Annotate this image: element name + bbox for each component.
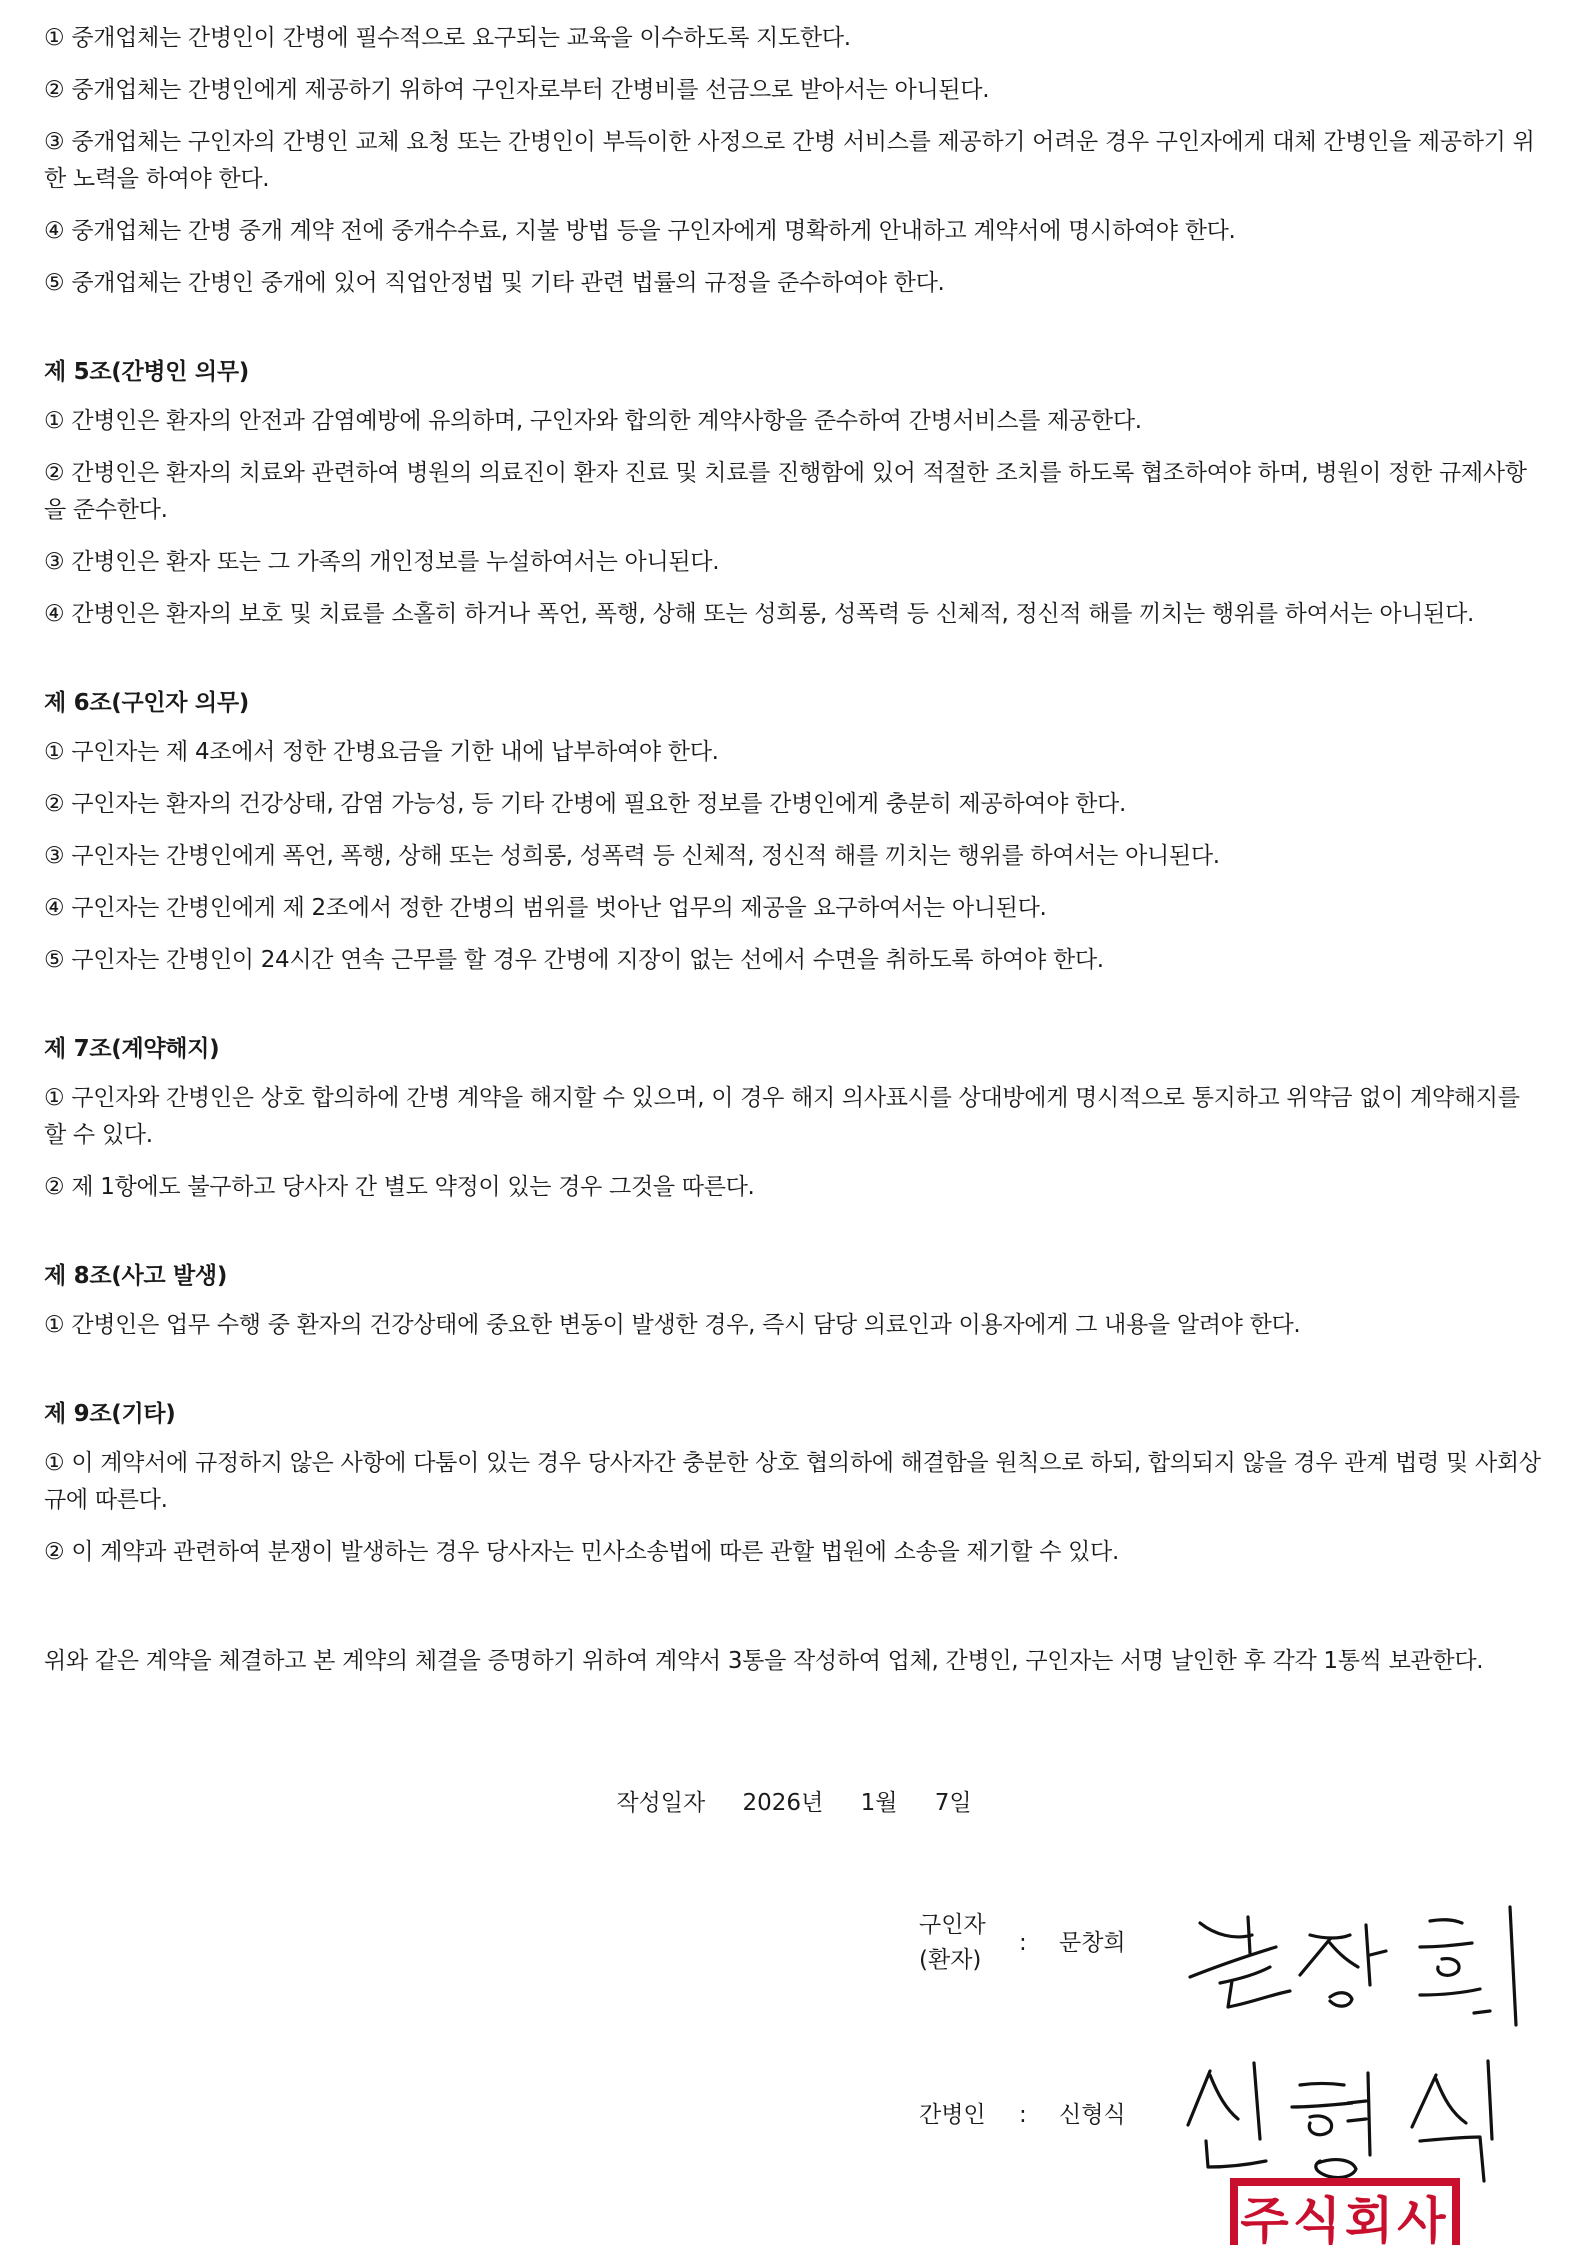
contract-document xyxy=(44,20,1544,1703)
clause-item: ① 중개업체는 간병인이 간병에 필수적으로 요구되는 교육을 이수하도록 지도한다. xyxy=(44,25,851,51)
intro-clauses xyxy=(44,20,1544,302)
caregiver-name: 신형식 xyxy=(1059,2102,1126,2128)
article-9 xyxy=(44,1396,1544,1571)
clause-item: ④ 간병인은 환자의 보호 및 치료를 소홀히 하거나 폭언, 폭행, 상해 또는 성희롱, 성폭력 등 신체적, 정신적 해를 끼치는 행위를 하여서는 아니된다. xyxy=(44,601,1475,627)
clause-item: ② 이 계약과 관련하여 분쟁이 발생하는 경우 당사자는 민사소송법에 따른 관할 법원에 소송을 제기할 수 있다. xyxy=(44,1539,1119,1565)
employer-signatory xyxy=(919,1908,1139,1980)
employer-role-line1: 구인자 xyxy=(919,1912,986,1938)
clause-item: ④ 중개업체는 간병 중개 계약 전에 중개수수료, 지불 방법 등을 구인자에게 명확하게 안내하고 계약서에 명시하여야 한다. xyxy=(44,218,1236,244)
date-month: 1월 xyxy=(860,1790,898,1816)
article-heading: 제 5조(간병인 의무) xyxy=(44,359,249,385)
article-heading: 제 9조(기타) xyxy=(44,1401,176,1427)
caregiver-colon: : xyxy=(1019,2102,1027,2128)
date-line xyxy=(0,1784,1588,1817)
clause-item: ② 구인자는 환자의 건강상태, 감염 가능성, 등 기타 간병에 필요한 정보를 간병인에게 충분히 제공하여야 한다. xyxy=(44,791,1126,817)
employer-role-line2: (환자) xyxy=(919,1947,982,1973)
clause-item: ② 제 1항에도 불구하고 당사자 간 별도 약정이 있는 경우 그것을 따른다. xyxy=(44,1174,755,1200)
caregiver-signature xyxy=(1180,2055,1550,2195)
caregiver-role: 간병인 xyxy=(919,2102,986,2128)
article-5 xyxy=(44,354,1544,633)
clause-item: ③ 구인자는 간병인에게 폭언, 폭행, 상해 또는 성희롱, 성폭력 등 신체적, 정신적 해를 끼치는 행위를 하여서는 아니된다. xyxy=(44,843,1220,869)
employer-role xyxy=(919,1908,999,1978)
closing-statement: 위와 같은 계약을 체결하고 본 계약의 체결을 증명하기 위하여 계약서 3통을 작성하여 업체, 간병인, 구인자는 서명 날인한 후 각각 1통씩 보관한다. xyxy=(44,1648,1484,1674)
clause-item: ① 간병인은 업무 수행 중 환자의 건강상태에 중요한 변동이 발생한 경우, 즉시 담당 의료인과 이용자에게 그 내용을 알려야 한다. xyxy=(44,1312,1301,1338)
caregiver-signatory xyxy=(919,2098,1139,2138)
clause-item: ① 구인자와 간병인은 상호 합의하에 간병 계약을 해지할 수 있으며, 이 경우 해지 의사표시를 상대방에게 명시적으로 통지하고 위약금 없이 계약해지를 할 수 있다. xyxy=(44,1085,1520,1148)
article-7 xyxy=(44,1031,1544,1206)
clause-item: ① 간병인은 환자의 안전과 감염예방에 유의하며, 구인자와 합의한 계약사항을 준수하여 간병서비스를 제공한다. xyxy=(44,408,1142,434)
date-year: 2026년 xyxy=(742,1790,824,1816)
article-6 xyxy=(44,685,1544,979)
company-seal-stamp xyxy=(1230,2178,1460,2245)
employer-colon: : xyxy=(1019,1930,1027,1956)
clause-item: ⑤ 구인자는 간병인이 24시간 연속 근무를 할 경우 간병에 지장이 없는 선에서 수면을 취하도록 하여야 한다. xyxy=(44,947,1104,973)
clause-item: ② 간병인은 환자의 치료와 관련하여 병원의 의료진이 환자 진료 및 치료를 진행함에 있어 적절한 조치를 하도록 협조하여야 하며, 병원이 정한 규제사항을 준수한다. xyxy=(44,460,1527,523)
date-day: 7일 xyxy=(934,1790,972,1816)
clause-item: ④ 구인자는 간병인에게 제 2조에서 정한 간병의 범위를 벗아난 업무의 제공을 요구하여서는 아니된다. xyxy=(44,895,1047,921)
clause-item: ① 구인자는 제 4조에서 정한 간병요금을 기한 내에 납부하여야 한다. xyxy=(44,739,719,765)
clause-item: ② 중개업체는 간병인에게 제공하기 위하여 구인자로부터 간병비를 선금으로 받아서는 아니된다. xyxy=(44,77,990,103)
employer-signature xyxy=(1180,1895,1550,2055)
clause-item: ⑤ 중개업체는 간병인 중개에 있어 직업안정법 및 기타 관련 법률의 규정을 준수하여야 한다. xyxy=(44,270,945,296)
article-heading: 제 7조(계약해지) xyxy=(44,1036,220,1062)
clause-item: ① 이 계약서에 규정하지 않은 사항에 다툼이 있는 경우 당사자간 충분한 상호 협의하에 해결함을 원칙으로 하되, 합의되지 않을 경우 관계 법령 및 사회상규에 따른다. xyxy=(44,1450,1541,1513)
clause-item: ③ 간병인은 환자 또는 그 가족의 개인정보를 누설하여서는 아니된다. xyxy=(44,549,720,575)
stamp-text: 주식회사 xyxy=(1240,2192,1450,2245)
article-8 xyxy=(44,1258,1544,1344)
article-heading: 제 8조(사고 발생) xyxy=(44,1263,228,1289)
date-label: 작성일자 xyxy=(616,1790,706,1816)
article-heading: 제 6조(구인자 의무) xyxy=(44,690,249,716)
employer-name: 문창희 xyxy=(1059,1930,1126,1956)
clause-item: ③ 중개업체는 구인자의 간병인 교체 요청 또는 간병인이 부득이한 사정으로 간병 서비스를 제공하기 어려운 경우 구인자에게 대체 간병인을 제공하기 위한 노력을 하여야 한다. xyxy=(44,129,1535,192)
